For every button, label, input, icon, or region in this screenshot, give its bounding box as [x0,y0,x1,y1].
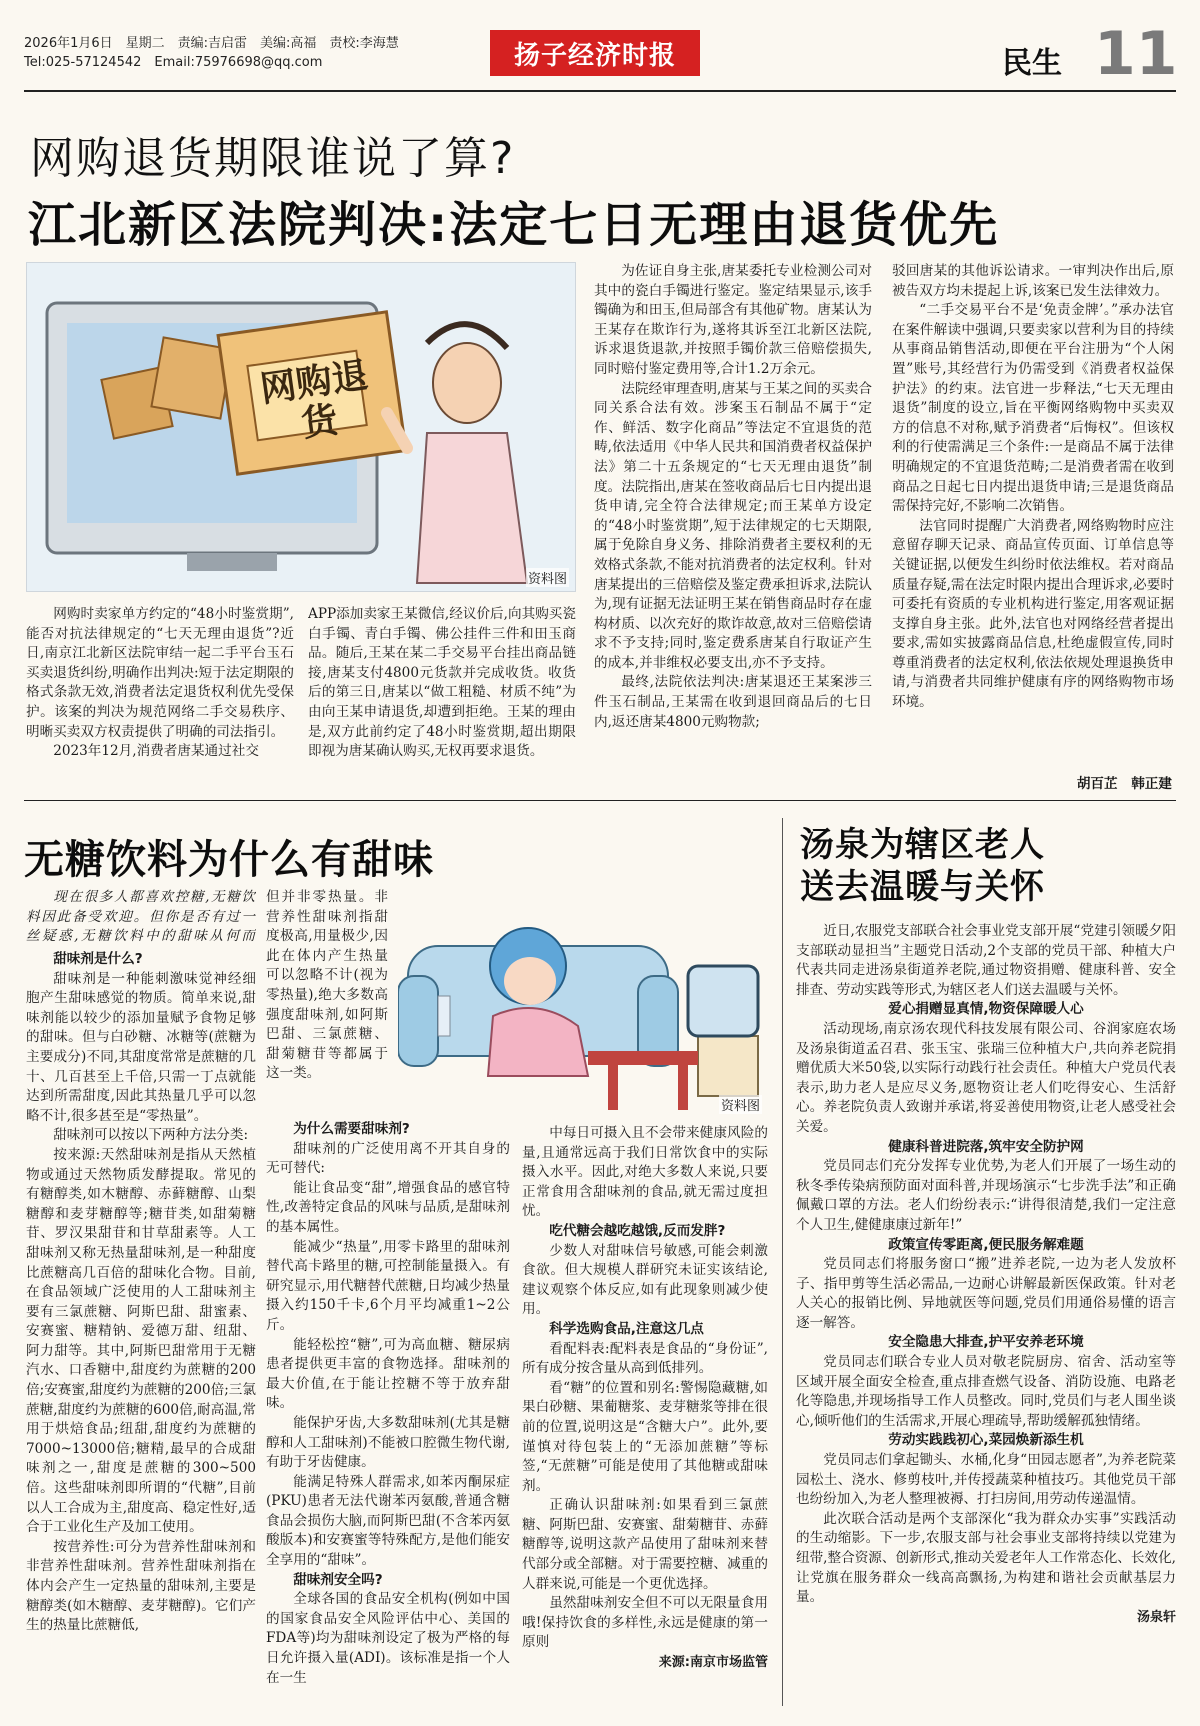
paragraph: 能让食品变“甜”,增强食品的感官特性,改善特定食品的风味与品质,是甜味剂的基本属性。 [266,1179,510,1235]
byline: 汤泉轩 [1136,1609,1176,1625]
article2-illustration [398,886,768,1118]
paragraph: 驳回唐某的其他诉讼请求。一审判决作出后,原被告双方均未提起上诉,该案已发生法律效力。 [892,263,1174,299]
article1-column-3 [594,262,872,788]
paragraph: 能满足特殊人群需求,如苯丙酮尿症(PKU)患者无法代谢苯丙氨酸,普通含糖食品会损伤大脑,而阿斯巴甜(不含苯丙氨酸版本)和安赛蜜等特殊配方,是他们能安全享用的“甜味”。 [266,1473,510,1569]
image-box-label: 网购退货 [257,354,371,446]
paragraph: 能保护牙齿,大多数甜味剂(尤其是糖醇和人工甜味剂)不能被口腔微生物代谢,有助于牙齿健康。 [266,1414,510,1471]
subheading: 健康科普进院落,筑牢安全防护网 [888,1138,1084,1155]
paragraph: 虽然甜味剂安全但不可以无限量食用哦!保持饮食的多样性,永远是健康的第一原则 [522,1595,768,1651]
paragraph: 最终,法院依法判决:唐某退还王某案涉三件玉石制品,王某需在收到退回商品后的七日内,返还唐某4800元购物款; [594,674,872,730]
article3-title-line2: 送去温暖与关怀 [800,867,1045,907]
section-divider [24,800,1176,801]
article2-column-3 [522,1124,768,1706]
paragraph: 少数人对甜味信号敏感,可能会刺激食欲。但大规模人群研究未证实该结论,建议观察个体反应,如有此现象则减少使用。 [522,1242,768,1318]
article1-column-2 [308,605,576,787]
page-number: 11 [1094,19,1178,89]
paragraph: 甜味剂的广泛使用离不开其自身的无可替代: [266,1140,510,1177]
paragraph: 党员同志们联合专业人员对敬老院厨房、宿舍、活动室等区域开展全面安全检查,重点排查燃气设备、消防设施、电路老化等隐患,并现场指导工作人员整改。同时,党员们与老人围坐谈心,倾听他们的生活需求,开展心理疏导,帮助缓解孤独情绪。 [796,1354,1176,1429]
paragraph: 能轻松控“糖”,可为高血糖、糖尿病患者提供更丰富的食物选择。甜味剂的最大价值,在于能让控糖不等于放弃甜味。 [266,1336,510,1412]
paragraph: 按来源:天然甜味剂是指从天然植物或通过天然物质发酵提取。常见的有糖醇类,如木糖醇、赤藓糖醇、山梨糖醇和麦芽糖醇等;糖苷类,如甜菊糖苷、罗汉果甜苷和甘草甜素等。人工甜味剂又称无热量甜味剂,是一种甜度比蔗糖高几百倍的甜味化合物。目前,在食品领域广泛使用的人工甜味剂主要有三氯蔗糖、阿斯巴甜、甜蜜素、安赛蜜、糖精钠、爱德万甜、纽甜、阿力甜等。其中,阿斯巴甜常用于无糖汽水、口香糖中,甜度约为蔗糖的200倍;安赛蜜,甜度约为蔗糖的200倍;三氯蔗糖,甜度约为蔗糖的600倍,耐高温,常用于烘焙食品;纽甜,甜度约为蔗糖的7000~13000倍;糖精,最早的合成甜味剂之一,甜度是蔗糖的300~500倍。这些甜味剂即所谓的“代糖”,目前以人工合成为主,甜度高、稳定性好,适合于工业化生产及加工使用。 [26,1146,256,1536]
paragraph: 看“糖”的位置和别名:警惕隐藏糖,如果白砂糖、果葡糖浆、麦芽糖浆等排在很前的位置,说明这是“含糖大户”。此外,要谨慎对待包装上的“无添加蔗糖”等标签,“无蔗糖”可能是使用了其他糖或甜味剂。 [522,1379,768,1494]
article1-column-4 [892,262,1174,772]
paragraph: 看配料表:配料表是食品的“身份证”,所有成分按含量从高到低排列。 [522,1340,768,1377]
paragraph: 中每日可摄入且不会带来健康风险的量,且通常远高于我们日常饮食中的实际摄入水平。因此,对绝大多数人来说,只要正常食用含甜味剂的食品,就无需过度担忧。 [522,1125,768,1220]
paragraph: 法官同时提醒广大消费者,网络购物时应注意留存聊天记录、商品宣传页面、订单信息等关键证据,以便发生纠纷时依法维权。若对商品质量存疑,需在法定时限内提出合理诉求,必要时可委托有资质的专业机构进行鉴定,用客观证据支撑自身主张。此外,法官也对网络经营者提出要求,需如实披露商品信息,杜绝虚假宣传,同时尊重消费者的法定权利,依法依规处理退换货申请,与消费者共同维护健康有序的网络购物市场环境。 [892,517,1174,711]
image-caption: 资料图 [526,568,569,587]
paragraph: 按营养性:可分为营养性甜味剂和非营养性甜味剂。营养性甜味剂指在体内会产生一定热量的甜味剂,主要是糖醇类(如木糖醇、麦芽糖醇)。它们产生的热量比蔗糖低, [26,1538,256,1634]
paragraph: 甜味剂是一种能刺激味觉神经细胞产生甜味感觉的物质。简单来说,甜味剂能以较少的添加量赋予食物足够的甜味。但与白砂糖、冰糖等(蔗糖为主要成分)不同,其甜度常常是蔗糖的几十、几百甚至上千倍,只需一丁点就能达到所需甜度,因此其热量几乎可以忽略不计,很多甚至是“零热量”。 [26,970,256,1124]
section-name: 民生 [1002,46,1062,81]
header-info [24,34,399,72]
article3-title [800,824,1045,908]
paragraph: 甜味剂可以按以下两种方法分类: [53,1127,249,1144]
article1-column-1 [26,605,294,787]
paragraph: “二手交易平台不是‘免责金牌’。”承办法官在案件解读中强调,只要卖家以营利为目的持续从事商品销售活动,即便在平台注册为“个人闲置”账号,其经营行为仍需受到《消费者权益保护法》的约束。法官进一步释法,“七天无理由退货”制度的设立,旨在平衡网络购物中买卖双方的信息不对称,赋予消费者“后悔权”。但该权利的行使需满足三个条件:一是商品不属于法律明确规定的不宜退货范畴;二是消费者需在收到商品之日起七日内提出退货申请;三是退货商品需保持完好,不影响二次销售。 [892,302,1174,515]
paragraph: 活动现场,南京汤农现代科技发展有限公司、谷润家庭农场及汤泉街道孟召君、张玉宝、张瑞三位种植大户,共向养老院捐赠优质大米50袋,以实际行动践行社会责任。种植大户党员代表表示,助力老人是应尽义务,愿物资让老人们吃得安心、生活舒心。养老院负责人致谢并承诺,将妥善使用物资,让老人感受社会关爱。 [796,1020,1176,1135]
paragraph: 全球各国的食品安全机构(例如中国的国家食品安全风险评估中心、美国的FDA等)均为甜味剂设定了极为严格的每日允许摄入量(ADI)。该标准是指一个人在一生 [266,1591,510,1686]
subheading: 吃代糖会越吃越饿,反而发胖? [549,1222,726,1239]
article2-title: 无糖饮料为什么有甜味 [24,837,434,883]
girl-drinking-sofa-icon [398,886,768,1118]
paragraph: 正确认识甜味剂:如果看到三氯蔗糖、阿斯巴甜、安赛蜜、甜菊糖苷、赤藓糖醇等,说明这款产品使用了甜味剂来替代部分或全部糖。对于需要控糖、减重的人群来说,可能是一个更优选择。 [522,1497,768,1592]
article3-body [796,922,1176,1706]
paragraph: 2023年12月,消费者唐某通过社交 [53,743,259,760]
article2-column-2-top [266,888,388,1120]
paragraph: 党员同志们将服务窗口“搬”进养老院,一边为老人发放杯子、指甲剪等生活必需品,一边耐心讲解最新医保政策。针对老人关心的报销比例、异地就医等问题,党员们用通俗易懂的语言逐一解答。 [796,1256,1176,1331]
subheading: 安全隐患大排查,护平安养老环境 [888,1334,1084,1351]
article3-title-line1: 汤泉为辖区老人 [800,825,1045,865]
article1-title-line2: 江北新区法院判决:法定七日无理由退货优先 [28,197,1000,253]
article1-byline: 胡百芷 韩正建 [1076,776,1172,792]
paragraph: 但并非零热量。非营养性甜味剂指甜度极高,用量极少,因此在体内产生热量可以忽略不计(视为零热量),绝大多数高强度甜味剂,如阿斯巴甜、三氯蔗糖、甜菊糖苷等都属于这一类。 [266,889,388,1082]
paragraph: 党员同志们充分发挥专业优势,为老人们开展了一场生动的秋冬季传染病预防面对面科普,并现场演示“七步洗手法”和正确佩戴口罩的方法。老人们纷纷表示:“讲得很清楚,我们一定注意个人卫生,健健康康过新年!” [796,1158,1176,1233]
subheading: 甜味剂是什么? [53,951,143,967]
paragraph: 党员同志们拿起锄头、水桶,化身“田园志愿者”,为养老院菜园松土、浇水、修剪枝叶,并传授蔬菜种植技巧。其他党员干部也纷纷加入,为老人整理被褥、打扫房间,用劳动传递温情。 [796,1452,1176,1508]
paragraph: 为佐证自身主张,唐某委托专业检测公司对其中的瓷白手镯进行鉴定。鉴定结果显示,该手镯确为和田玉,但局部含有其他矿物。唐某认为王某存在欺诈行为,遂将其诉至江北新区法院,诉求退货退款,并按照手镯价款三倍赔偿损失,同时赔付鉴定费用等,合计1.2万余元。 [594,263,872,377]
header-date-editors: 2026年1月6日 星期二 责编:吉启雷 美编:高福 责校:李海慧 [24,36,399,51]
paragraph: 近日,农服党支部联合社会事业党支部开展“党建引领暖夕阳 支部联动显担当”主题党日活动,2个支部的党员干部、种植大户代表共同走进汤泉街道养老院,通过物资捐赠、健康科普、安全排查、劳动实践等形式,为辖区老人们送去温暖与关怀。 [796,923,1176,998]
paragraph: 此次联合活动是两个支部深化“我为群众办实事”实践活动的生动缩影。下一步,农服支部与社会事业支部将持续以党建为纽带,整合资源、创新形式,推动关爱老年人工作常态化、长效化,让党旗在服务群众一线高高飘扬,为构建和谐社会贡献基层力量。 [796,1510,1176,1606]
paragraph: 网购时卖家单方约定的“48小时鉴赏期”,能否对抗法律规定的“七天无理由退货”?近日,南京江北新区法院审结一起二手平台玉石买卖退货纠纷,明确作出判决:短于法定期限的格式条款无效,消费者法定退货权利优先受保护。该案的判决为规范网络二手交易秩序、明晰买卖双方权责提供了明确的司法指引。 [26,606,294,740]
subheading: 科学选购食品,注意这几点 [549,1320,704,1337]
article2-lead [26,888,256,948]
article2-column-2 [266,1120,510,1706]
paragraph: 能减少“热量”,用零卡路里的甜味剂替代高卡路里的糖,可控制能量摄入。有研究显示,用代糖替代蔗糖,日均减少热量摄入约150千卡,6个月平均减重1~2公斤。 [266,1238,510,1333]
paragraph: 法院经审理查明,唐某与王某之间的买卖合同关系合法有效。涉案玉石制品不属于“定作、鲜活、数字化商品”等法定不宜退货的范畴,依法适用《中华人民共和国消费者权益保护法》第二十五条规定的“七天无理由退货”制度。法院指出,唐某在签收商品后七日内提出退货申请,完全符合法律规定;而王某单方设定的“48小时鉴赏期”,短于法律规定的七天期限,属于免除自身义务、排除消费者主要权利的无效格式条款,不能对抗消费者的法定权利。针对唐某提出的三倍赔偿及鉴定费承担诉求,法院认为,现有证据无法证明王某在销售商品时存在虚构材质、以次充好的欺诈故意,故对三倍赔偿请求不予支持;同时,鉴定费系唐某自行取证产生的成本,并非维权必要支出,亦不予支持。 [594,380,872,671]
subheading: 劳动实践践初心,菜园焕新添生机 [888,1432,1084,1449]
image-caption: 资料图 [719,1095,762,1114]
article2-column-1 [26,950,256,1706]
masthead-logo: 扬子经济时报 [490,30,700,76]
header-contact: Tel:025-57124542 Email:75976698@qq.com [24,55,323,70]
column-divider [782,818,783,1706]
article1-title-line1: 网购退货期限谁说了算? [30,133,516,184]
byline: 来源:南京市场监管 [658,1655,768,1671]
paragraph: APP添加卖家王某微信,经议价后,向其购买瓷白手镯、青白手镯、佛公挂件三件和田玉商品。随后,王某在某二手交易平台挂出商品链接,唐某支付4800元货款并完成收货。收货后的第三日,唐某以“做工粗糙、材质不纯”为由向王某申请退货,却遭到拒绝。王某的理由是,双方此前约定了48小时鉴赏期,超出期限即视为唐某确认购买,无权再要求退货。 [308,606,576,760]
subheading: 甜味剂安全吗? [293,1571,383,1588]
lead-paragraph: 现在很多人都喜欢控糖,无糖饮料因此备受欢迎。但你是否有过一丝疑惑,无糖饮料中的甜味从何而 [26,889,256,945]
article1-illustration [26,262,576,592]
subheading: 政策宣传零距离,便民服务解难题 [888,1236,1084,1253]
header-rule [24,90,1176,92]
subheading: 为什么需要甜味剂? [293,1121,410,1137]
subheading: 爱心捐赠显真情,物资保障暖人心 [888,1001,1084,1018]
